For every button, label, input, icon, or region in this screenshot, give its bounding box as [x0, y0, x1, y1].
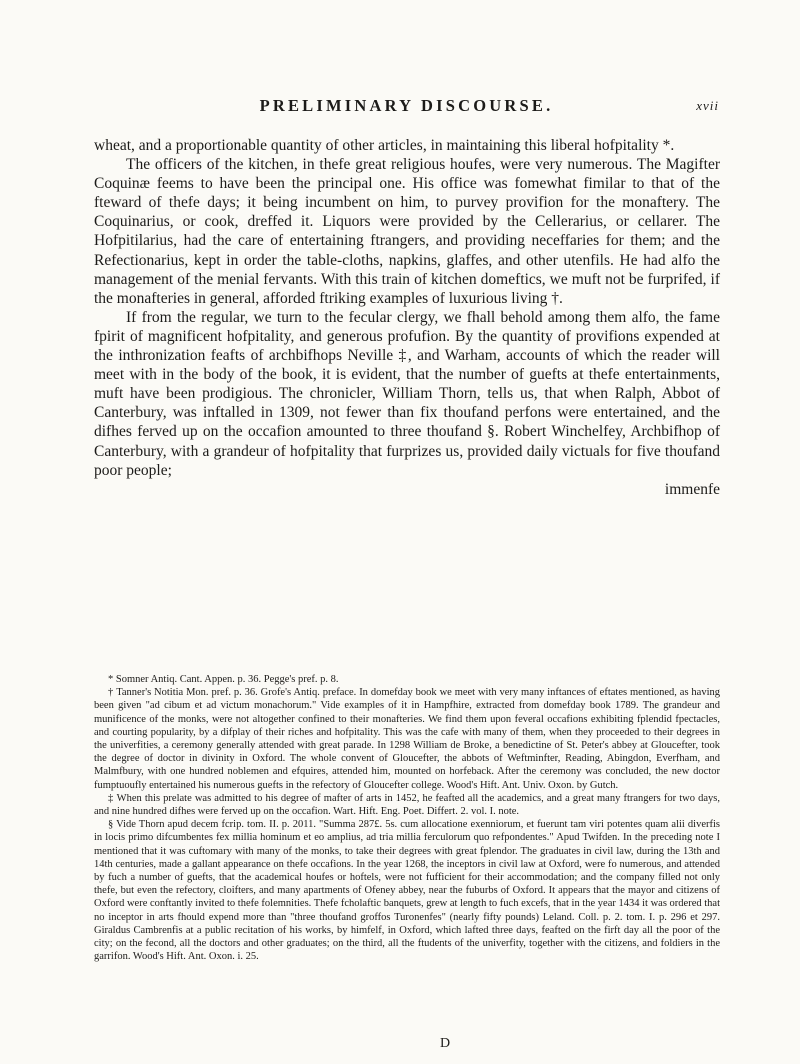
- signature-mark: D: [440, 1036, 451, 1051]
- footnotes: [94, 673, 720, 963]
- footnote-1: * Somner Antiq. Cant. Appen. p. 36. Pegge's pref. p. 8.: [108, 674, 339, 685]
- page-number: xvii: [696, 98, 719, 113]
- footnote-2: † Tanner's Notitia Mon. pref. p. 36. Grofe's Antiq. preface. In domefday book we meet with very many inftances of eftates mentioned, as having been given "ad cibum et ad victum monachorum." Vide examples of it in Hampfhire, extracted from domefday book 1789. The grandeur and munificence of the monks, were not altogether confined to their monafteries. We find them upon feveral occafions exhibiting fplendid fpectacles, and courting popularity, by a difplay of their riches and hofpitality. This was the cafe with many of them, when they proceeded to their degrees in the univerfities, a ceremony generally attended with great parade. In 1298 William de Broke, a benedictine of St. Peter's abbey at Gloucefter, took the degree of doctor in divinity in Oxford. The whole convent of Gloucefter, the abbots of Weftminfter, Reading, Abingdon, Everfham, and Malmfbury, with one hundred noblemen and efquires, attended him, mounted on horfeback. After the ceremony was concluded, the new doctor fumptuoufly entertained his numerous guefts in the refectory of Gloucefter college. Wood's Hift. Ant. Univ. Oxon. by Gutch.: [94, 687, 720, 791]
- paragraph-3: If from the regular, we turn to the fecular clergy, we fhall behold among them alfo, the fame fpirit of magnificent hofpitality, and generous profufion. By the quantity of provifions expended at the inthronization feafts of archbifhops Neville ‡, and Warham, accounts of which the reader will meet with in the body of the book, it is evident, that the number of guefts at thefe entertainments, muft have been prodigious. The chronicler, William Thorn, tells us, that when Ralph, Abbot of Canterbury, was inftalled in 1309, not fewer than fix thoufand perfons were entertained, and the difhes ferved up on the occafion amounted to three thoufand §. Robert Winchelfey, Archbifhop of Canterbury, with a grandeur of hofpitality that furprizes us, provided daily victuals for five thoufand poor people;: [94, 308, 720, 479]
- main-text: [94, 136, 720, 499]
- paragraph-1: wheat, and a proportionable quantity of other articles, in maintaining this liberal hofpitality *.: [94, 137, 675, 154]
- page-header: [94, 96, 719, 120]
- footnote-4: § Vide Thorn apud decem fcrip. tom. II. p. 2011. "Summa 287£. 5s. cum allocatione exenniorum, et fuerunt tam viri potentes quam alii diverfis in locis primo difcumbentes fex millia hominum et eo amplius, ad tria millia ferculorum quo refpondentes." Apud Twifden. In the preceding note I mentioned that it was cuftomary with many of the monks, to take their degrees with great fplendor. The graduates in civil law, during the 13th and 14th centuries, made a gallant appearance on thefe occafions. In the year 1268, the inceptors in civil law at Oxford, were fo numerous, and attended by fuch a number of guefts, that the academical houfes or hoftels, were not fufficient for their accommodation; and the company filled not only thefe, but even the refectory, cloifters, and many apartments of Ofeney abbey, near the fuburbs of Oxford. It appears that the mayor and citizens of Oxford were conftantly invited to thefe folemnities. Thefe fcholaftic banquets, grew at length to fuch excefs, that in the year 1434 it was ordered that no inceptor in arts fhould expend more than "three thoufand groffos Turonenfes" (nearly fifty pounds) Leland. Coll. p. 2. tom. I. p. 296 et 297. Giraldus Cambrenfis at a public recitation of his works, by himfelf, in Oxford, which lafted three days, feafted on the firft day all the poor of the city; on the fecond, all the doctors and other graduates; on the third, all the ftudents of the univerfity, together with the citizens, and foldiers in the garrifon. Wood's Hift. Ant. Oxon. i. 25.: [94, 819, 720, 963]
- paragraph-2: The officers of the kitchen, in thefe great religious houfes, were very numerous. The Magifter Coquinæ feems to have been the principal one. His office was fomewhat fimilar to that of the fteward of thefe days; it being incumbent on him, to purvey provifion for the monaftery. The Coquinarius, or cook, dreffed it. Liquors were provided by the Cellerarius, or cellarer. The Hofpitilarius, had the care of entertaining ftrangers, and providing neceffaries for them; and the Refectionarius, kept in order the table-cloths, napkins, glaffes, and other utenfils. He had alfo the management of the menial fervants. With this train of kitchen domeftics, we muft not be furprifed, if the monafteries in general, afforded ftriking examples of luxurious living †.: [94, 156, 720, 307]
- catchword: immenfe: [664, 480, 720, 498]
- running-title: PRELIMINARY DISCOURSE.: [259, 96, 554, 115]
- footnote-3: ‡ When this prelate was admitted to his degree of mafter of arts in 1452, he feafted all the academics, and a great many ftrangers for two days, and nine hundred difhes were ferved up on the occafion. Wart. Hift. Eng. Poet. Differt. 2. vol. I. note.: [94, 792, 720, 818]
